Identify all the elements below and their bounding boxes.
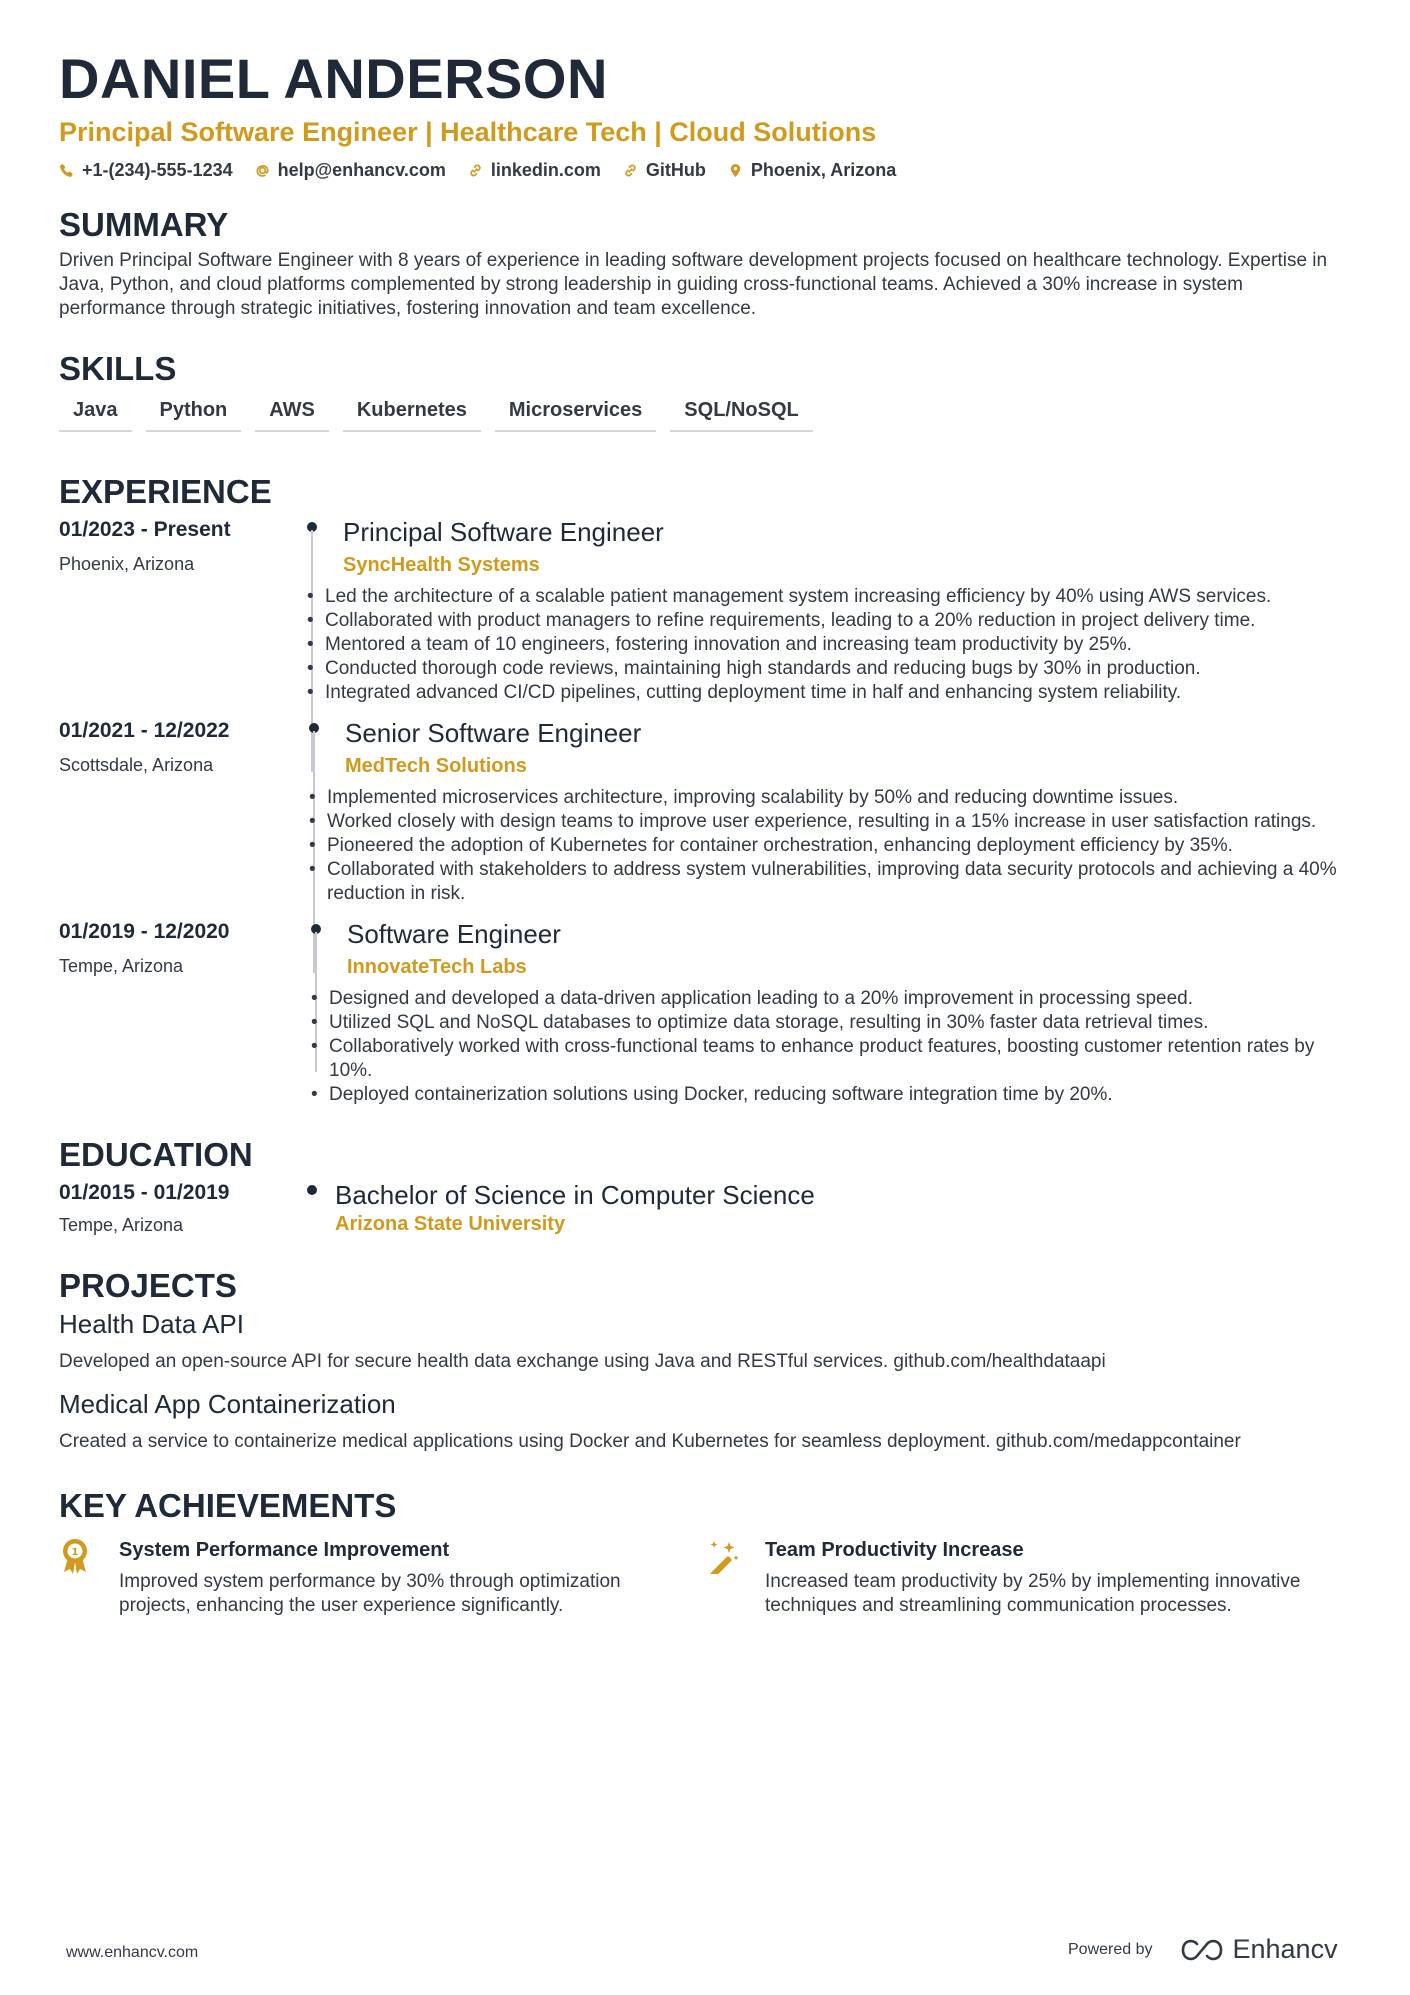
bullet-item: • Implemented microservices architecture, improving scalability by 50% and reducing downtime issues. (299, 786, 1351, 810)
summary-section (59, 205, 1351, 321)
contact-bar (59, 160, 1351, 181)
contact-location-text: Phoenix, Arizona (750, 160, 897, 180)
experience-role: Principal Software Engineer (343, 517, 664, 547)
bullet-item: • Collaborated with stakeholders to address system vulnerabilities, improving data security protocols and achieving a 40% reduction in risk. (299, 858, 1351, 906)
bullet-item: • Designed and developed a data-driven application leading to a 20% improvement in processing speed. (301, 987, 1351, 1011)
experience-item (59, 918, 1351, 1107)
experience-section (59, 472, 1351, 1107)
bullet-item: • Mentored a team of 10 engineers, fostering innovation and increasing team productivity by 25%. (297, 633, 1351, 657)
skill-tag: SQL/NoSQL (670, 395, 812, 432)
footer-branding (1068, 1934, 1338, 1965)
skills-list (59, 395, 1351, 432)
experience-company: MedTech Solutions (345, 755, 527, 777)
timeline (279, 1179, 343, 1236)
summary-text: Driven Principal Software Engineer with 8 years of experience in leading software development projects focused on healthcare technology. Expertise in Java, Python, and cloud platforms complemented by strong leadership in guiding cross-functional teams. Achieved a 30% increase in system performance through strategic initiatives, fostering innovation and team excellence. (59, 250, 1328, 319)
projects-section (59, 1266, 1351, 1454)
skill-tag: Python (146, 395, 242, 432)
candidate-title: Principal Software Engineer | Healthcare Tech | Cloud Solutions (59, 117, 877, 147)
project-item (59, 1308, 1351, 1374)
bullet-item: • Conducted thorough code reviews, maintaining high standards and reducing bugs by 30% in production. (297, 657, 1351, 681)
project-item (59, 1388, 1351, 1454)
achievement-item (705, 1536, 1351, 1618)
candidate-name: DANIEL ANDERSON (59, 47, 608, 110)
skill-tag: Microservices (495, 395, 656, 432)
contact-location (728, 160, 896, 181)
project-title: Health Data API (59, 1309, 244, 1339)
contact-linkedin[interactable] (468, 160, 601, 181)
education-item (59, 1179, 1351, 1236)
experience-company: SyncHealth Systems (343, 554, 540, 576)
powered-by-label: Powered by (1068, 1940, 1153, 1958)
award-ribbon-icon (59, 1536, 119, 1618)
skill-tag: AWS (255, 395, 329, 432)
experience-role: Senior Software Engineer (345, 718, 642, 748)
education-date: 01/2015 - 01/2019 (59, 1181, 230, 1204)
experience-date: 01/2019 - 12/2020 (59, 920, 230, 943)
education-location: Tempe, Arizona (59, 1215, 184, 1235)
experience-location: Tempe, Arizona (59, 956, 184, 976)
bullet-item: • Pioneered the adoption of Kubernetes for container orchestration, enhancing deployment efficiency by 35%. (299, 834, 1351, 858)
location-pin-icon (728, 163, 743, 178)
contact-email[interactable] (255, 160, 446, 181)
contact-email-text: help@enhancv.com (277, 160, 446, 180)
link-icon (623, 163, 638, 178)
brand-logo[interactable] (1179, 1934, 1338, 1965)
skill-tag: Kubernetes (343, 395, 481, 432)
svg-text:1: 1 (71, 1547, 79, 1558)
achievement-description: Improved system performance by 30% through optimization projects, enhancing the user experience significantly. (119, 1571, 621, 1616)
bullet-item: • Integrated advanced CI/CD pipelines, cutting deployment time in half and enhancing system reliability. (297, 681, 1351, 705)
contact-linkedin-text: linkedin.com (490, 160, 601, 180)
magic-wand-icon (705, 1536, 765, 1618)
experience-heading: EXPERIENCE (59, 473, 272, 510)
resume-page (59, 46, 1351, 1618)
education-school: Arizona State University (335, 1213, 566, 1235)
experience-item (59, 717, 1351, 906)
resume-header (59, 46, 1351, 181)
summary-heading: SUMMARY (59, 206, 229, 243)
experience-date: 01/2023 - Present (59, 518, 231, 541)
experience-location: Phoenix, Arizona (59, 554, 195, 574)
education-section (59, 1135, 1351, 1236)
link-icon (468, 163, 483, 178)
experience-date: 01/2021 - 12/2022 (59, 719, 230, 742)
experience-bullets (297, 585, 1351, 705)
brand-name: Enhancv (1232, 1934, 1338, 1964)
enhancv-logo-icon (1179, 1938, 1225, 1962)
experience-bullets (301, 987, 1351, 1107)
skills-heading: SKILLS (59, 350, 177, 387)
achievement-description: Increased team productivity by 25% by implementing innovative techniques and streamlining communication processes. (765, 1571, 1301, 1616)
bullet-item: • Collaborated with product managers to refine requirements, leading to a 20% reduction in project delivery time. (297, 609, 1351, 633)
experience-bullets (299, 786, 1351, 906)
experience-item (59, 516, 1351, 705)
experience-location: Scottsdale, Arizona (59, 755, 214, 775)
bullet-item: • Deployed containerization solutions using Docker, reducing software integration time by 20%. (301, 1083, 1351, 1107)
achievements-section (59, 1486, 1351, 1618)
footer-website-link[interactable]: www.enhancv.com (66, 1944, 199, 1961)
bullet-item: • Led the architecture of a scalable patient management system increasing efficiency by 40% using AWS services. (297, 585, 1351, 609)
experience-role: Software Engineer (347, 919, 561, 949)
timeline-dot (307, 1185, 317, 1195)
bullet-item: • Collaboratively worked with cross-functional teams to enhance product features, boosting customer retention rates by 10%. (301, 1035, 1351, 1083)
education-heading: EDUCATION (59, 1136, 253, 1173)
project-description: Created a service to containerize medical applications using Docker and Kubernetes for seamless deployment. github.com/medappcontainer (59, 1431, 1241, 1452)
achievement-item (59, 1536, 705, 1618)
project-title: Medical App Containerization (59, 1389, 396, 1419)
contact-phone-text: +1-(234)-555-1234 (82, 160, 233, 180)
achievement-title: Team Productivity Increase (765, 1539, 1024, 1561)
contact-github-text: GitHub (645, 160, 706, 180)
experience-company: InnovateTech Labs (347, 956, 527, 978)
project-description: Developed an open-source API for secure health data exchange using Java and RESTful services. github.com/healthdataapi (59, 1351, 1106, 1372)
education-degree: Bachelor of Science in Computer Science (335, 1180, 815, 1210)
contact-github[interactable] (623, 160, 706, 181)
achievement-title: System Performance Improvement (119, 1539, 450, 1561)
contact-phone[interactable] (59, 160, 233, 181)
skills-section (59, 349, 1351, 432)
skill-tag: Java (59, 395, 132, 432)
phone-icon (59, 163, 74, 178)
bullet-item: • Worked closely with design teams to improve user experience, resulting in a 15% increase in user satisfaction ratings. (299, 810, 1351, 834)
achievements-heading: KEY ACHIEVEMENTS (59, 1487, 397, 1524)
bullet-item: • Utilized SQL and NoSQL databases to optimize data storage, resulting in 30% faster data retrieval times. (301, 1011, 1351, 1035)
at-icon (255, 163, 270, 178)
projects-heading: PROJECTS (59, 1267, 237, 1304)
achievements-list (59, 1536, 1351, 1618)
